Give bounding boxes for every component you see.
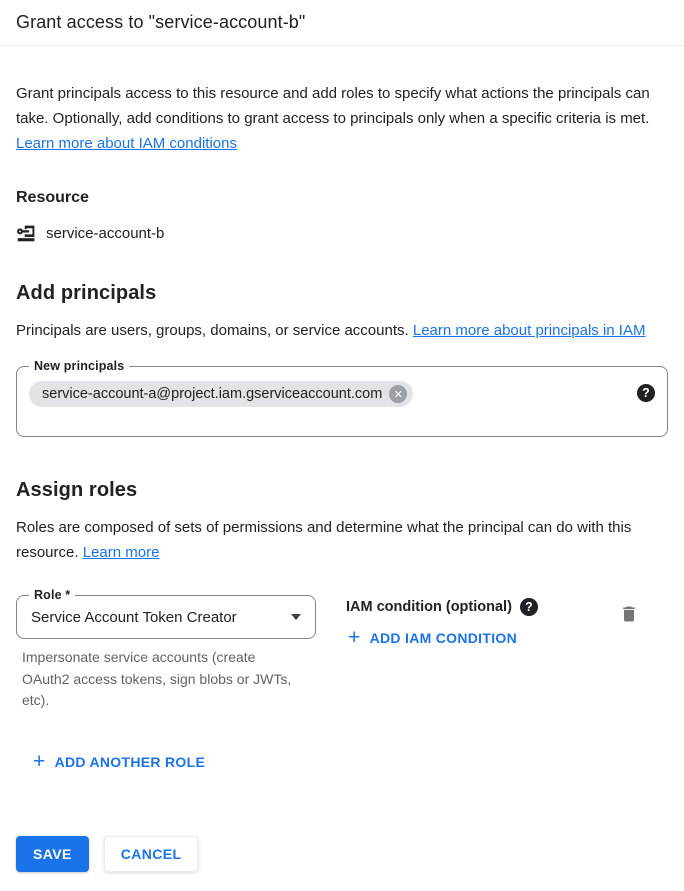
add-principals-description xyxy=(16,318,668,343)
save-button[interactable]: SAVE xyxy=(16,836,89,872)
intro-paragraph xyxy=(16,81,668,156)
role-binding-row xyxy=(16,588,668,712)
dialog-title: Grant access to "service-account-b" xyxy=(16,12,306,32)
add-another-role-button[interactable] xyxy=(33,749,206,773)
chip-remove-icon[interactable]: ✕ xyxy=(389,385,407,403)
intro-text: Grant principals access to this resource and add roles to specify what actions the principals can take. Optionally, add conditions to grant access to principals only when a specific criteria is met. xyxy=(16,85,650,127)
add-iam-condition-button[interactable] xyxy=(348,626,518,649)
add-iam-condition-label: ADD IAM CONDITION xyxy=(369,630,518,646)
plus-icon: + xyxy=(33,749,46,773)
delete-role-button[interactable] xyxy=(619,604,639,624)
assign-roles-description xyxy=(16,515,668,565)
resource-name: service-account-b xyxy=(46,225,165,242)
dialog-actions xyxy=(16,836,668,872)
add-principals-text: Principals are users, groups, domains, or service accounts. xyxy=(16,322,409,339)
add-principals-heading: Add principals xyxy=(16,282,157,304)
add-another-role-label: ADD ANOTHER ROLE xyxy=(54,753,206,770)
iam-conditions-learn-more-link[interactable]: Learn more about IAM conditions xyxy=(16,135,237,152)
role-description-text: Impersonate service accounts (create OAuth2 access tokens, sign blobs or JWTs, etc). xyxy=(22,649,292,708)
plus-icon: + xyxy=(348,626,361,649)
role-label: Role * xyxy=(29,587,75,604)
role-selected-value: Service Account Token Creator xyxy=(31,608,237,626)
assign-roles-heading: Assign roles xyxy=(16,479,138,501)
iam-condition-column xyxy=(346,595,619,649)
iam-condition-label-row xyxy=(346,598,619,616)
dialog-header xyxy=(0,0,684,46)
assign-roles-text: Roles are composed of sets of permissions and determine what the principal can do with this resource. xyxy=(16,519,632,561)
iam-condition-help-icon[interactable]: ? xyxy=(520,598,538,616)
cancel-button[interactable]: CANCEL xyxy=(104,836,199,872)
iam-condition-label: IAM condition (optional) xyxy=(346,599,512,615)
service-account-icon xyxy=(16,223,37,244)
principals-learn-more-link[interactable]: Learn more about principals in IAM xyxy=(412,322,646,339)
roles-learn-more-link[interactable]: Learn more xyxy=(82,544,160,561)
dialog-content xyxy=(0,81,684,872)
trash-icon xyxy=(619,604,639,624)
principal-chip-value: service-account-a@project.iam.gserviceaccount.com xyxy=(42,386,383,402)
role-column xyxy=(16,588,316,712)
principal-chip xyxy=(29,381,413,407)
delete-column xyxy=(619,595,639,629)
new-principals-label: New principals xyxy=(29,358,129,375)
resource-heading: Resource xyxy=(16,189,89,206)
new-principals-field[interactable] xyxy=(16,359,668,437)
resource-row xyxy=(16,223,668,244)
principals-help-icon[interactable]: ? xyxy=(637,384,655,402)
role-select[interactable] xyxy=(16,588,316,639)
chevron-down-icon xyxy=(291,614,301,620)
